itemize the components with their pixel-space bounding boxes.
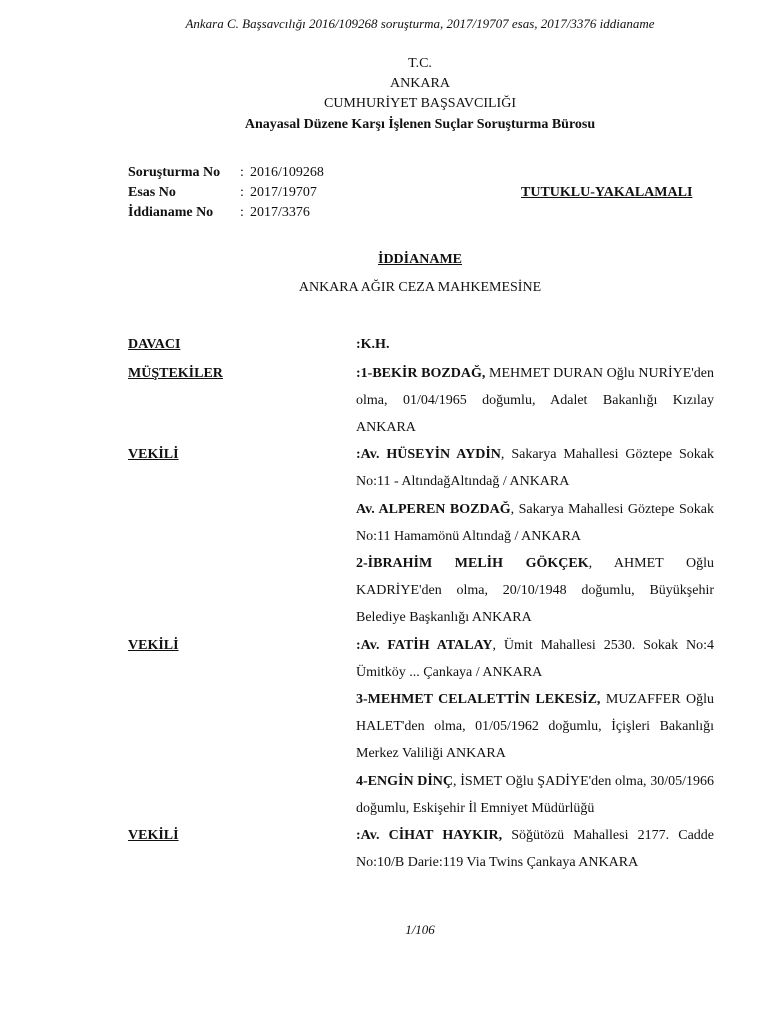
heading-city: ANKARA [390, 76, 450, 91]
plaintiff-value: :K.H. [356, 337, 390, 352]
attorney-3 [356, 822, 714, 876]
heading-bureau: Anayasal Düzene Karşı İşlenen Suçlar Soruşturma Bürosu [244, 117, 596, 132]
complainant-3-details: MUZAFFER Oğlu HALET'den olma, 01/05/1962 doğumlu, İçişleri Bakanlığı Merkez Valiliği ANKARA [356, 692, 714, 761]
running-header: Ankara C. Başsavcılığı 2016/109268 soruşturma, 2017/19707 esas, 2017/3376 iddianame [185, 16, 655, 31]
attorney-1b [356, 496, 714, 550]
meta-label-sorusturma: Soruşturma No [128, 165, 221, 180]
complainant-2-name: 2-İBRAHİM MELİH GÖKÇEK [356, 556, 589, 571]
attorney-3-name: :Av. CİHAT HAYKIR, [356, 828, 503, 843]
attorney-label-1: VEKİLİ [128, 447, 179, 462]
complainant-2 [356, 550, 714, 631]
meta-colon: : [240, 165, 244, 180]
meta-colon: : [240, 185, 244, 200]
attorney-label-3: VEKİLİ [128, 828, 179, 843]
complainant-1-details: MEHMET DURAN Oğlu NURİYE'den olma, 01/04/1965 doğumlu, Adalet Bakanlığı Kızılay ANKARA [356, 366, 715, 435]
complainant-2-details: , AHMET Oğlu KADRİYE'den olma, 20/10/1948 doğumlu, Büyükşehir Belediye Başkanlığı ANKARA [356, 556, 714, 625]
complainant-4-name: 4-ENGİN DİNÇ [356, 774, 454, 789]
page-number: 1/106 [405, 922, 435, 937]
complainants-label: MÜŞTEKİLER [128, 366, 223, 381]
attorney-1a [356, 441, 714, 495]
meta-value-sorusturma: 2016/109268 [250, 165, 324, 180]
court-name: ANKARA AĞIR CEZA MAHKEMESİNE [298, 280, 542, 295]
plaintiff-label: DAVACI [128, 337, 181, 352]
attorney-3-details: Söğütözü Mahallesi 2177. Cadde No:10/B Darie:119 Via Twins Çankaya ANKARA [356, 828, 714, 870]
complainant-4-details: , İSMET Oğlu ŞADİYE'den olma, 30/05/1966 doğumlu, Eskişehir İl Emniyet Müdürlüğü [356, 774, 714, 816]
meta-value-iddianame: 2017/3376 [250, 205, 310, 220]
complainant-3-name: 3-MEHMET CELALETTİN LEKESİZ, [356, 692, 601, 707]
meta-value-esas: 2017/19707 [250, 185, 317, 200]
complainant-3 [356, 686, 714, 767]
attorney-2-name: :Av. FATİH ATALAY [356, 638, 493, 653]
meta-colon: : [240, 205, 244, 220]
complainant-1 [356, 360, 714, 441]
attorney-label-2: VEKİLİ [128, 638, 179, 653]
complainant-4 [356, 768, 714, 822]
document-title: İDDİANAME [378, 252, 462, 267]
attorney-2 [356, 632, 714, 686]
attorney-1b-name: Av. ALPEREN BOZDAĞ [356, 502, 511, 517]
attorney-1b-details: , Sakarya Mahallesi Göztepe Sokak No:11 Hamamönü Altındağ / ANKARA [356, 502, 714, 544]
heading-tc: T.C. [408, 56, 432, 71]
attorney-1a-details: , Sakarya Mahallesi Göztepe Sokak No:11 - AltındağAltındağ / ANKARA [356, 447, 714, 489]
heading-office: CUMHURİYET BAŞSAVCILIĞI [323, 96, 516, 111]
meta-label-iddianame: İddianame No [128, 205, 214, 220]
detention-status: TUTUKLU-YAKALAMALI [521, 185, 693, 200]
attorney-2-details: , Ümit Mahallesi 2530. Sokak No:4 Ümitköy ... Çankaya / ANKARA [356, 638, 714, 680]
complainant-1-name: :1-BEKİR BOZDAĞ, [356, 366, 486, 381]
attorney-1a-name: :Av. HÜSEYİN AYDİN [356, 447, 501, 462]
meta-label-esas: Esas No [128, 185, 176, 200]
